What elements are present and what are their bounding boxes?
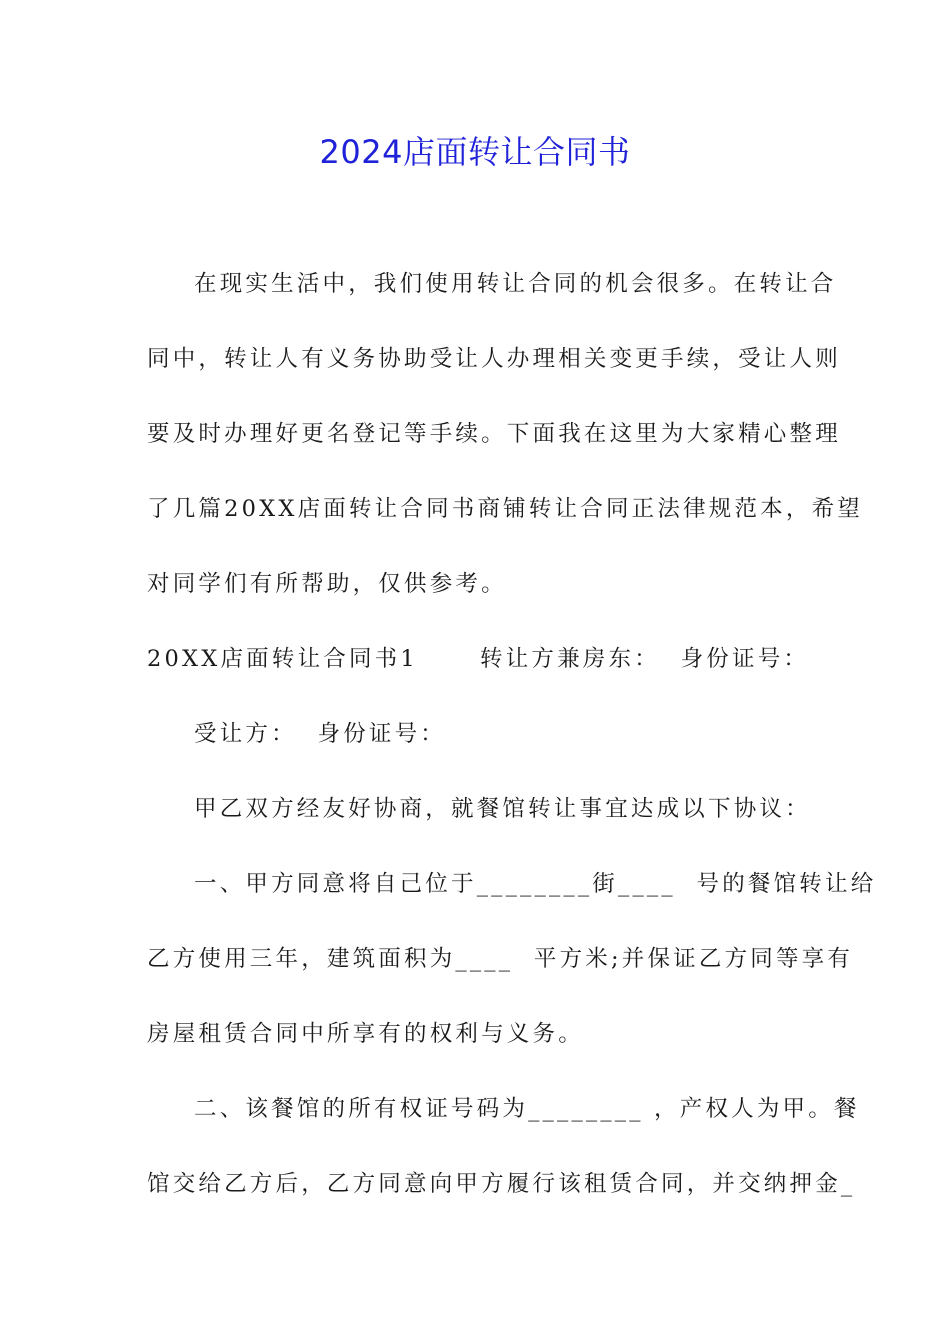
paragraph-line: 对同学们有所帮助，仅供参考。 — [147, 571, 507, 597]
paragraph-line: 在现实生活中，我们使用转让合同的机会很多。在转让合 — [194, 271, 837, 297]
contract-heading-line: 20XX店面转让合同书1 转让方兼房东： 身份证号： — [147, 646, 810, 672]
clause-line: 乙方使用三年，建筑面积为____ 平方米;并保证乙方同等享有 — [147, 946, 854, 972]
clause-line: 二、该餐馆的所有权证号码为________ ，产权人为甲。餐 — [194, 1096, 860, 1122]
clause-line: 馆交给乙方后，乙方同意向甲方履行该租赁合同，并交纳押金_ — [147, 1171, 856, 1197]
paragraph-line: 了几篇20XX店面转让合同书商铺转让合同正法律规范本，希望 — [147, 496, 863, 522]
paragraph-line: 要及时办理好更名登记等手续。下面我在这里为大家精心整理 — [147, 421, 841, 447]
paragraph-line: 同中，转让人有义务协助受让人办理相关变更手续，受让人则 — [147, 346, 841, 372]
paragraph-line: 受让方： 身份证号： — [194, 721, 447, 747]
paragraph-line: 甲乙双方经友好协商，就餐馆转让事宜达成以下协议： — [194, 796, 811, 822]
document-title: 2024店面转让合同书 — [319, 133, 631, 171]
clause-line: 房屋租赁合同中所享有的权利与义务。 — [147, 1021, 584, 1047]
clause-line: 一、甲方同意将自己位于________街____ 号的餐馆转让给 — [194, 871, 877, 897]
